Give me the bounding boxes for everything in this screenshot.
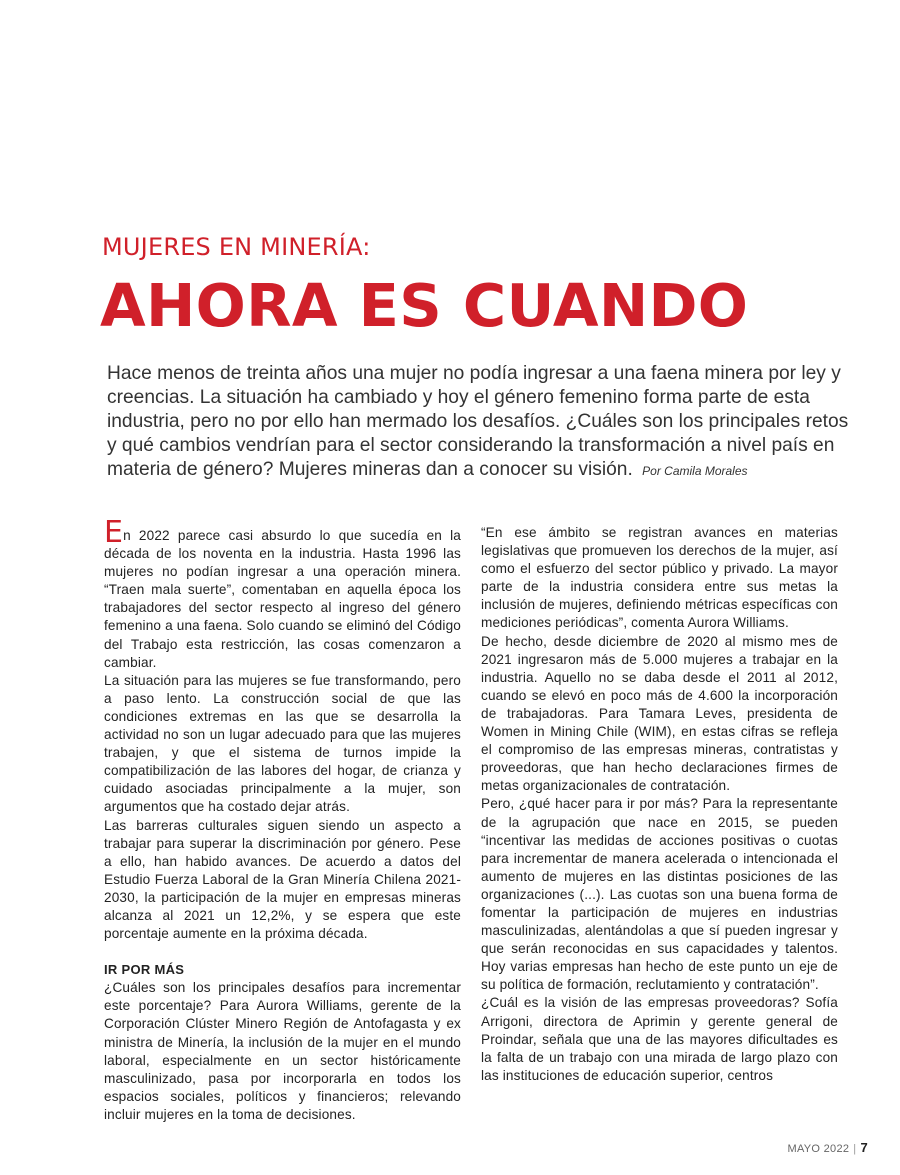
paragraph: “En ese ámbito se registran avances en materias legislativas que promueven los derechos de la mujer, así como el esfuerzo del sector público y privado. La mayor parte de la industria considera entre sus metas la inclusión de mujeres, definiendo métricas específicas con mediciones periódicas”, comenta Aurora Williams. <box>481 525 838 631</box>
section-subhead: IR POR MÁS <box>104 962 185 978</box>
paragraph <box>104 515 461 672</box>
byline: Por Camila Morales <box>642 464 748 478</box>
right-column <box>481 524 838 1085</box>
article-kicker: MUJERES EN MINERÍA: <box>102 233 371 261</box>
paragraph: De hecho, desde diciembre de 2020 al mismo mes de 2021 ingresaron más de 5.000 mujeres a trabajar en la industria. Aquello no se daba desde el 2011 al 2012, cuando se elevó en poco más de 4.600 la incorporación de trabajadoras. Para Tamara Leves, presidenta de Women in Mining Chile (WIM), en estas cifras se refleja el compromiso de las empresas mineras, contratistas y proveedoras, que han hecho declaraciones firmes de metas organizacionales de contratación. <box>481 633 838 794</box>
footer-separator: | <box>853 1143 857 1155</box>
page-number: 7 <box>860 1140 868 1155</box>
paragraph: Pero, ¿qué hacer para ir por más? Para la representante de la agrupación que nace en 2015, se pueden “incentivar las medidas de acciones positivas o cuotas para incrementar de manera acelerada o intencionada el aumento de mujeres en las distintas posiciones de las organizaciones (...). Las cuotas son una buena forma de fomentar la participación de mujeres en industrias masculinizadas, alentándolas a que sí pueden ingresar y que serán reconocidas en sus capacidades y talentos. Hoy varias empresas han hecho de este punto un eje de su política de formación, reclutamiento y contratación”. <box>481 796 838 993</box>
paragraph: Las barreras culturales siguen siendo un aspecto a trabajar para superar la discriminación por género. Pese a ello, han habido avances. De acuerdo a datos del Estudio Fuerza Laboral de la Gran Minería Chilena 2021-2030, la participación de la mujer en empresas mineras alcanza al 2021 un 12,2%, y se espera que este porcentaje aumente en la próxima década. <box>104 817 461 942</box>
left-column <box>104 515 461 1124</box>
paragraph-text: n 2022 parece casi absurdo lo que sucedía en la década de los noventa en la industria. Hasta 1996 las mujeres no podían ingresar a una operación minera. “Traen mala suerte”, comentaban en aquella época los trabajadores del sector respecto al ingreso del género femenino a una faena. Solo cuando se eliminó del Código del Trabajo esta restricción, las cosas comenzaron a cambiar. <box>104 528 461 670</box>
lede-text: Hace menos de treinta años una mujer no podía ingresar a una faena minera por ley y creencias. La situación ha cambiado y hoy el género femenino forma parte de esta industria, pero no por ello han mermado los desafíos. ¿Cuáles son los principales retos y qué cambios vendrían para el sector considerando la transformación a nivel país en materia de género? Mujeres mineras dan a conocer su visión. <box>107 363 849 480</box>
article-lede <box>107 362 852 483</box>
page-footer <box>787 1140 868 1155</box>
paragraph: ¿Cuáles son los principales desafíos para incrementar este porcentaje? Para Aurora Williams, gerente de la Corporación Clúster Minero Región de Antofagasta y ex ministra de Minería, la inclusión de la mujer en el mundo laboral, especialmente en un sector históricamente masculinizado, pasa por incorporarla en todos los espacios sociales, políticos y financieros; relevando incluir mujeres en la toma de decisiones. <box>104 980 461 1122</box>
paragraph: ¿Cuál es la visión de las empresas proveedoras? Sofía Arrigoni, directora de Aprimin y gerente general de Proindar, señala que una de las mayores dificultades es la falta de un trabajo con una mirada de largo plazo con las instituciones de educación superior, centros <box>481 995 838 1083</box>
issue-date: MAYO 2022 <box>787 1143 850 1155</box>
paragraph: La situación para las mujeres se fue transformando, pero a paso lento. La construcción social de que las condiciones extremas en las que se desarrolla la actividad no son un lugar adecuado para que las mujeres trabajen, y que el sistema de turnos impide la compatibilización de las labores del hogar, de crianza y cuidado asociadas principalmente a la mujer, son argumentos que ha costado dejar atrás. <box>104 672 461 815</box>
drop-cap: E <box>104 515 124 550</box>
article-headline: AHORA ES CUANDO <box>100 271 749 340</box>
